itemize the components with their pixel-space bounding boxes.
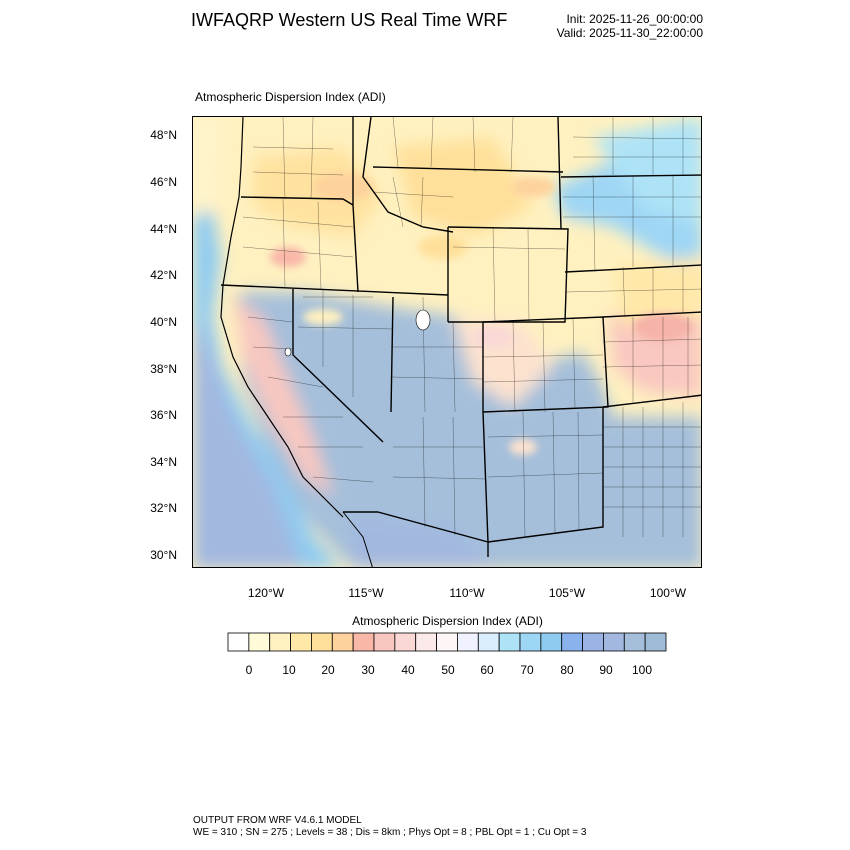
colorbar-label-60: 60: [480, 663, 494, 677]
colorbar-box: [416, 633, 437, 651]
colorbar-label-100: 100: [631, 663, 653, 677]
colorbar-label-0: 0: [245, 663, 253, 677]
lat-label-32: 32°N: [150, 501, 177, 515]
colorbar-box: [374, 633, 395, 651]
lat-label-40: 40°N: [150, 315, 177, 329]
colorbar-label-90: 90: [599, 663, 613, 677]
colorbar-box: [228, 633, 249, 651]
valid-time: Valid: 2025-11-30_22:00:00: [556, 26, 703, 40]
footer-model: OUTPUT FROM WRF V4.6.1 MODEL: [193, 815, 362, 826]
map-panel: [192, 116, 702, 568]
colorbar-box: [457, 633, 478, 651]
colorbar-box: [562, 633, 583, 651]
map-title: Atmospheric Dispersion Index (ADI): [195, 90, 386, 104]
colorbar-label-40: 40: [401, 663, 415, 677]
lat-label-42: 42°N: [150, 268, 177, 282]
colorbar-box: [645, 633, 666, 651]
lat-label-38: 38°N: [150, 362, 177, 376]
adi-map: [193, 117, 702, 568]
lake-tahoe: [285, 348, 291, 356]
colorbar-box: [478, 633, 499, 651]
colorbar-label-30: 30: [361, 663, 375, 677]
footer-config: WE = 310 ; SN = 275 ; Levels = 38 ; Dis = 8km ; Phys Opt = 8 ; PBL Opt = 1 ; Cu Opt = 3: [193, 827, 587, 838]
colorbar-box: [249, 633, 270, 651]
run-times: [557, 12, 703, 40]
colorbar-box: [624, 633, 645, 651]
colorbar-box: [332, 633, 353, 651]
colorbar-box: [583, 633, 604, 651]
lon-label-110: 110°W: [449, 586, 485, 600]
init-time: Init: 2025-11-26_00:00:00: [566, 12, 703, 26]
colorbar-label-10: 10: [282, 663, 296, 677]
colorbar-box: [437, 633, 458, 651]
colorbar-box: [291, 633, 312, 651]
plot-title: IWFAQRP Western US Real Time WRF: [191, 10, 508, 30]
colorbar-box: [395, 633, 416, 651]
colorbar-box: [541, 633, 562, 651]
lat-label-34: 34°N: [150, 455, 177, 469]
colorbar-label-70: 70: [520, 663, 534, 677]
colorbar: [227, 632, 667, 652]
lat-label-44: 44°N: [150, 222, 177, 236]
colorbar-box: [353, 633, 374, 651]
lon-label-105: 105°W: [548, 586, 586, 600]
colorbar-label-50: 50: [441, 663, 455, 677]
lon-label-100: 100°W: [649, 586, 687, 600]
adi-field: [193, 117, 702, 568]
lon-label-120: 120°W: [247, 586, 285, 600]
colorbar-box: [270, 633, 291, 651]
colorbar-label-20: 20: [321, 663, 335, 677]
colorbar-box: [520, 633, 541, 651]
colorbar-box: [311, 633, 332, 651]
colorbar-box: [499, 633, 520, 651]
lat-label-36: 36°N: [150, 408, 177, 422]
colorbar-title: Atmospheric Dispersion Index (ADI): [352, 614, 543, 628]
great-salt-lake: [416, 310, 430, 330]
colorbar-box: [603, 633, 624, 651]
lon-label-115: 115°W: [348, 586, 384, 600]
lat-label-46: 46°N: [150, 175, 177, 189]
model-footer: [193, 815, 586, 839]
lat-label-30: 30°N: [150, 548, 177, 562]
colorbar-label-80: 80: [560, 663, 574, 677]
lat-label-48: 48°N: [150, 128, 177, 142]
